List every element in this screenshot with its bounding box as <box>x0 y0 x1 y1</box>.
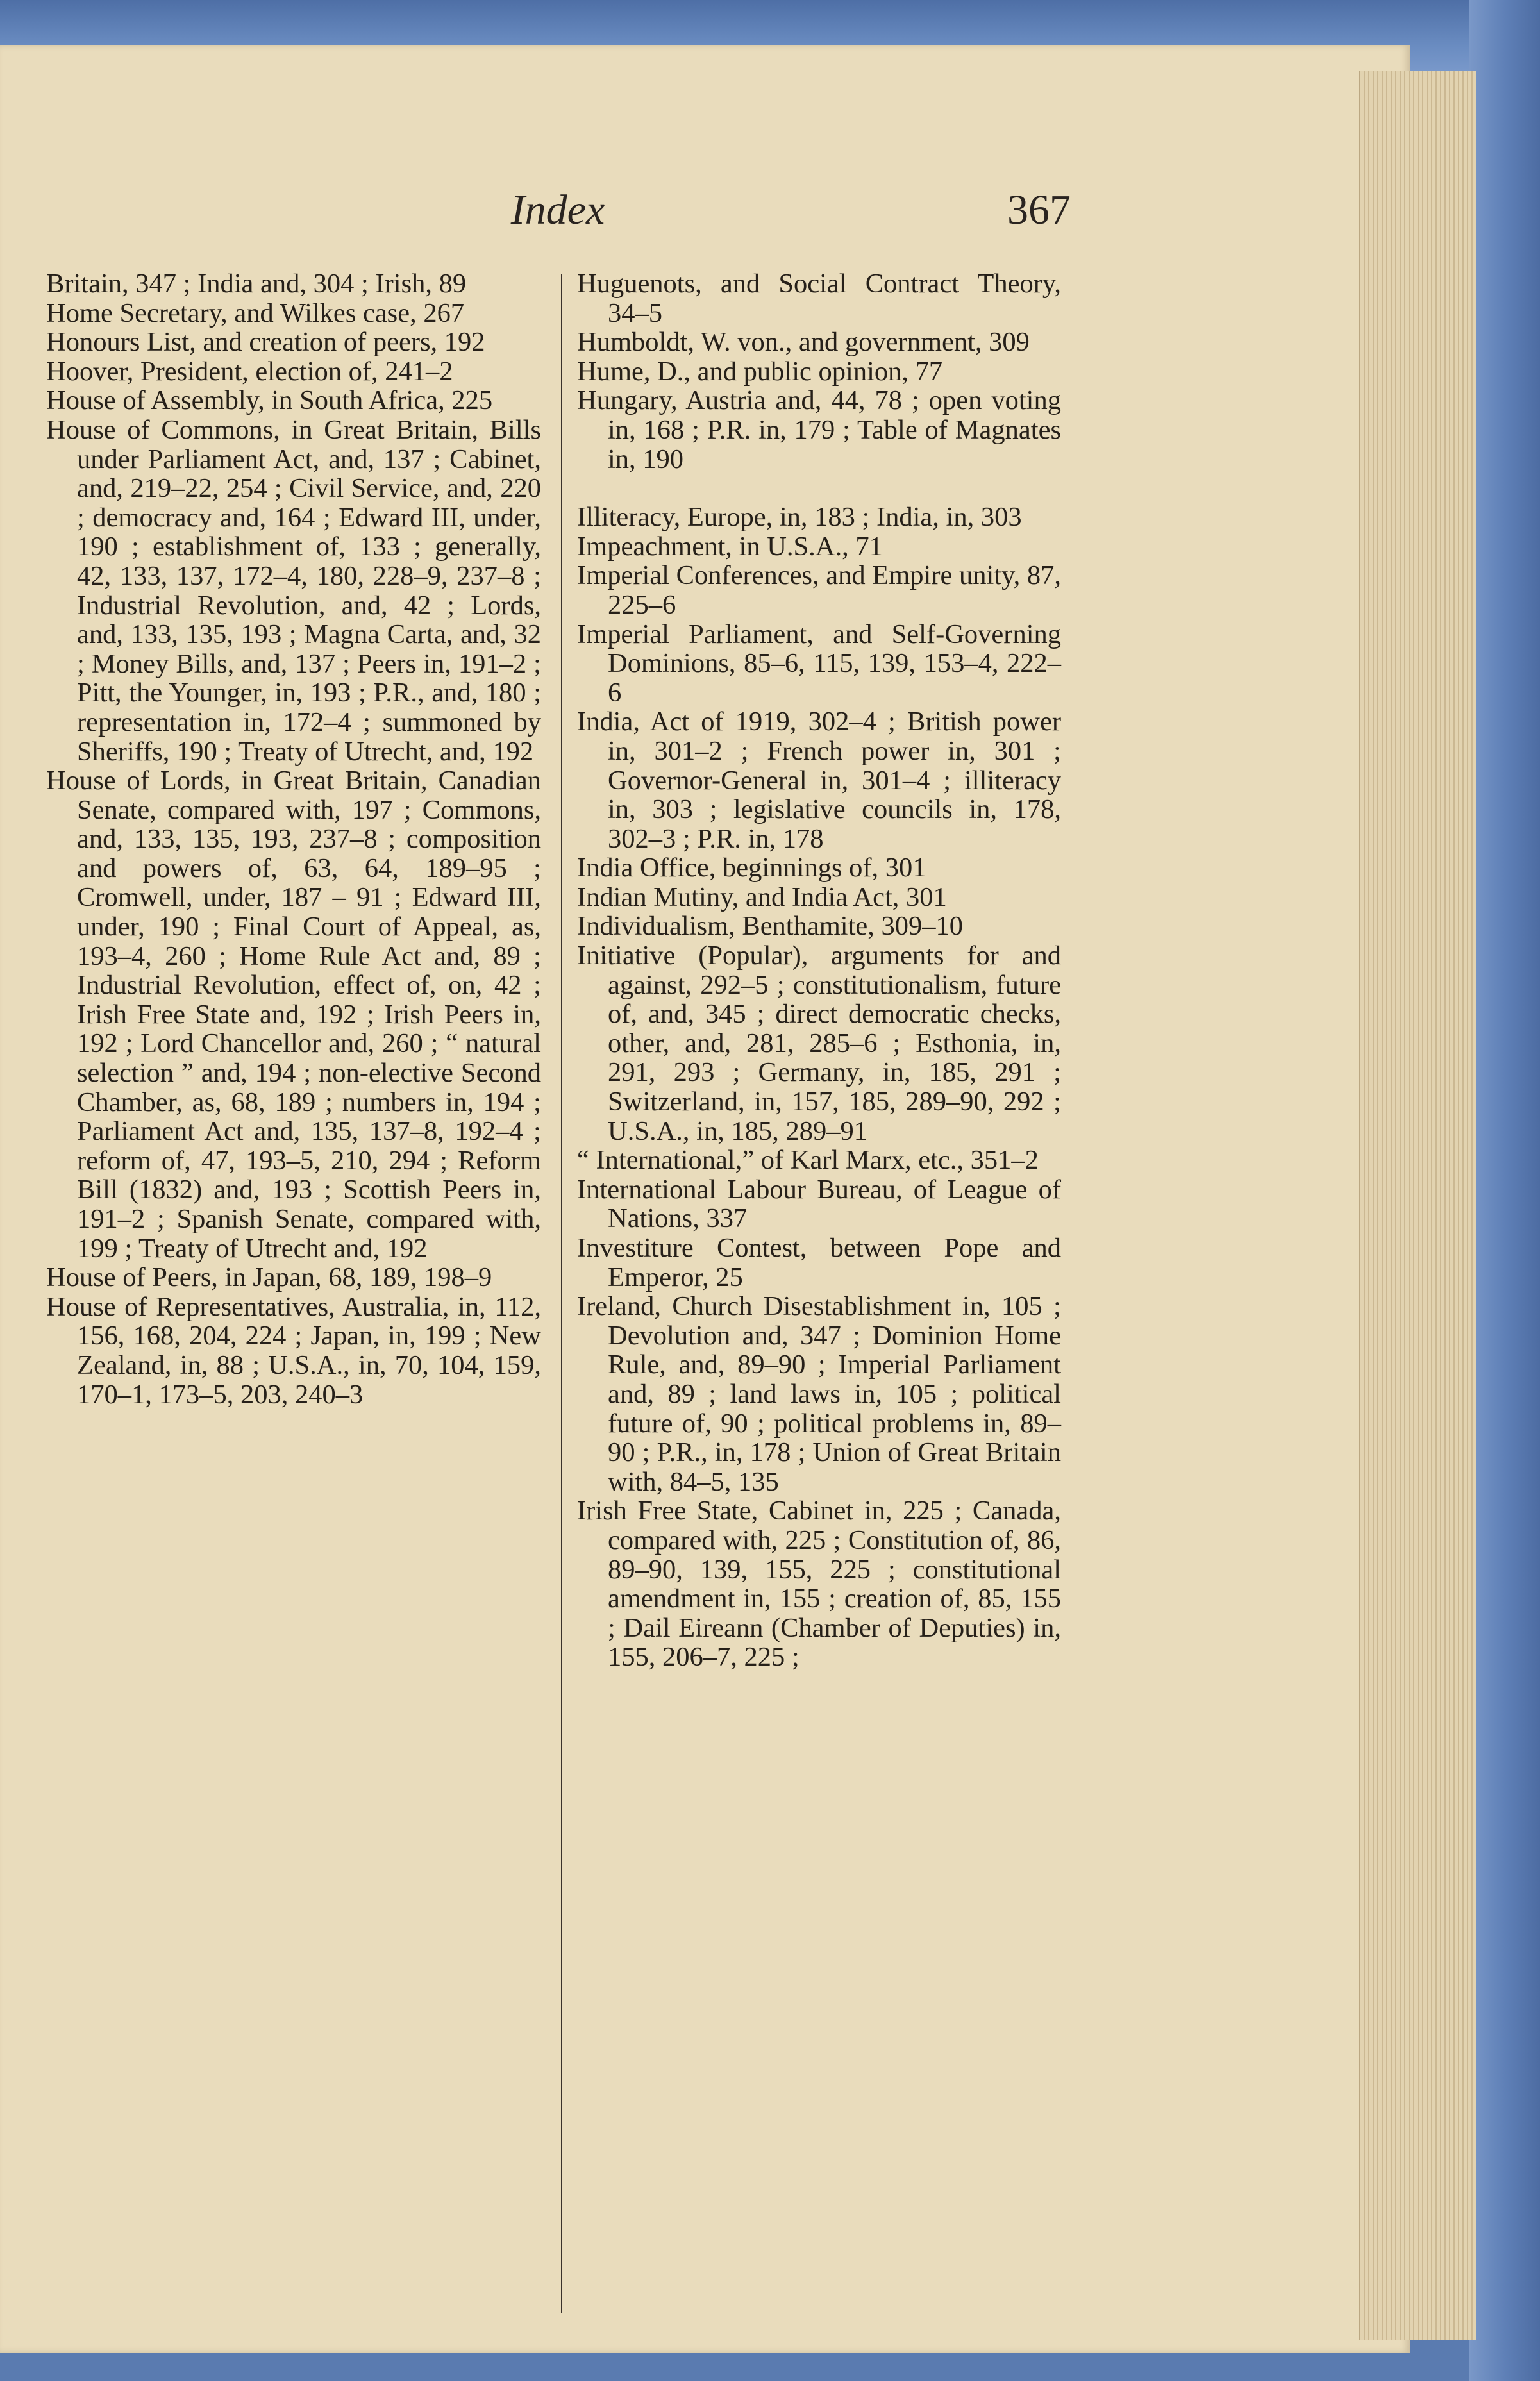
column-divider <box>561 274 562 2313</box>
index-entry: Imperial Conferences, and Empire unity, 87, 225–6 <box>577 560 1061 620</box>
index-entry: Initiative (Popular), arguments for and against, 292–5 ; constitutionalism, future of, and, 345 ; direct democratic checks, other, and, 281, 285–6 ; Esthonia, in, 291, 293 ; Germany, in, 185, 291 ; Switzerland, in, 157, 185, 289–90, 292 ; U.S.A., in, 185, 289–91 <box>577 940 1061 1146</box>
index-entry: Individualism, Benthamite, 309–10 <box>577 911 964 942</box>
index-entry: House of Assembly, in South Africa, 225 <box>46 385 493 416</box>
running-head-title: Index <box>510 187 605 233</box>
index-entry: House of Peers, in Japan, 68, 189, 198–9 <box>46 1262 492 1293</box>
index-entry: Britain, 347 ; India and, 304 ; Irish, 89 <box>46 269 467 299</box>
index-entry: House of Lords, in Great Britain, Canadian Senate, compared with, 197 ; Commons, and, 133, 135, 193, 237–8 ; composition and powers of, 63, 64, 189–95 ; Cromwell, under, 187 – 91 ; Edward III, under, 190 ; Final Court of Appeal, as, 193–4, 260 ; Home Rule Act and, 89 ; Industrial Revolution, effect of, on, 42 ; Irish Free State and, 192 ; Irish Peers in, 192 ; Lord Chancellor and, 260 ; “ natural selection ” and, 194 ; non-elective Second Chamber, as, 68, 189 ; numbers in, 194 ; Parliament Act and, 135, 137–8, 192–4 ; reform of, 47, 193–5, 210, 294 ; Reform Bill (1832) and, 193 ; Scottish Peers in, 191–2 ; Spanish Senate, compared with, 199 ; Treaty of Utrecht and, 192 <box>46 765 541 1264</box>
index-column-right <box>577 269 1061 1672</box>
index-entry: House of Representatives, Australia, in, 112, 156, 168, 204, 224 ; Japan, in, 199 ; New Zealand, in, 88 ; U.S.A., in, 70, 104, 159, 170–1, 173–5, 203, 240–3 <box>46 1291 541 1410</box>
page-number: 367 <box>1007 187 1071 233</box>
index-entry: Home Secretary, and Wilkes case, 267 <box>46 297 465 328</box>
index-entry: India, Act of 1919, 302–4 ; British power in, 301–2 ; French power in, 301 ; Governor-General in, 301–4 ; illiteracy in, 303 ; legislative councils in, 178, 302–3 ; P.R. in, 178 <box>577 706 1061 854</box>
index-entry: Honours List, and creation of peers, 192 <box>46 327 485 358</box>
index-entry: Hoover, President, election of, 241–2 <box>46 356 453 387</box>
index-entry: House of Commons, in Great Britain, Bills under Parliament Act, and, 137 ; Cabinet, and, 219–22, 254 ; Civil Service, and, 220 ; democracy and, 164 ; Edward III, under, 190 ; establishment of, 133 ; generally, 42, 133, 137, 172–4, 180, 228–9, 237–8 ; Industrial Revolution, and, 42 ; Lords, and, 133, 135, 193 ; Magna Carta, and, 32 ; Money Bills, and, 137 ; Peers in, 191–2 ; Pitt, the Younger, in, 193 ; P.R., and, 180 ; representation in, 172–4 ; summoned by Sheriffs, 190 ; Treaty of Utrecht, and, 192 <box>46 414 541 767</box>
index-entry: Irish Free State, Cabinet in, 225 ; Canada, compared with, 225 ; Constitution of, 86, 89–90, 139, 155, 225 ; constitutional amendment in, 155 ; creation of, 85, 155 ; Dail Eireann (Chamber of Deputies) in, 155, 206–7, 225 ; <box>577 1496 1061 1673</box>
index-entry: Humboldt, W. von., and government, 309 <box>577 327 1030 358</box>
index-entry: Investiture Contest, between Pope and Emperor, 25 <box>577 1233 1061 1292</box>
index-entry: Ireland, Church Disestablishment in, 105 ; Devolution and, 347 ; Dominion Home Rule, and, 89–90 ; Imperial Parliament and, 89 ; land laws in, 105 ; political future of, 90 ; political problems in, 89–90 ; P.R., in, 178 ; Union of Great Britain with, 84–5, 135 <box>577 1291 1061 1497</box>
book-cover-edge <box>1469 0 1540 2381</box>
index-entry: Impeachment, in U.S.A., 71 <box>577 531 883 562</box>
index-entry: Indian Mutiny, and India Act, 301 <box>577 881 947 912</box>
index-entry: Huguenots, and Social Contract Theory, 34–5 <box>577 269 1061 328</box>
index-column-left <box>46 269 541 1409</box>
index-entry: Illiteracy, Europe, in, 183 ; India, in, 303 <box>577 502 1022 533</box>
index-entry: International Labour Bureau, of League of Nations, 337 <box>577 1174 1061 1234</box>
page-edges <box>1359 71 1476 2340</box>
index-entry: Hungary, Austria and, 44, 78 ; open voting in, 168 ; P.R. in, 179 ; Table of Magnates in, 190 <box>577 385 1061 474</box>
index-entry: Hume, D., and public opinion, 77 <box>577 356 943 387</box>
index-entry: India Office, beginnings of, 301 <box>577 853 926 883</box>
index-entry: “ International,” of Karl Marx, etc., 351–2 <box>577 1145 1039 1176</box>
index-entry: Imperial Parliament, and Self-Governing Dominions, 85–6, 115, 139, 153–4, 222–6 <box>577 619 1061 708</box>
